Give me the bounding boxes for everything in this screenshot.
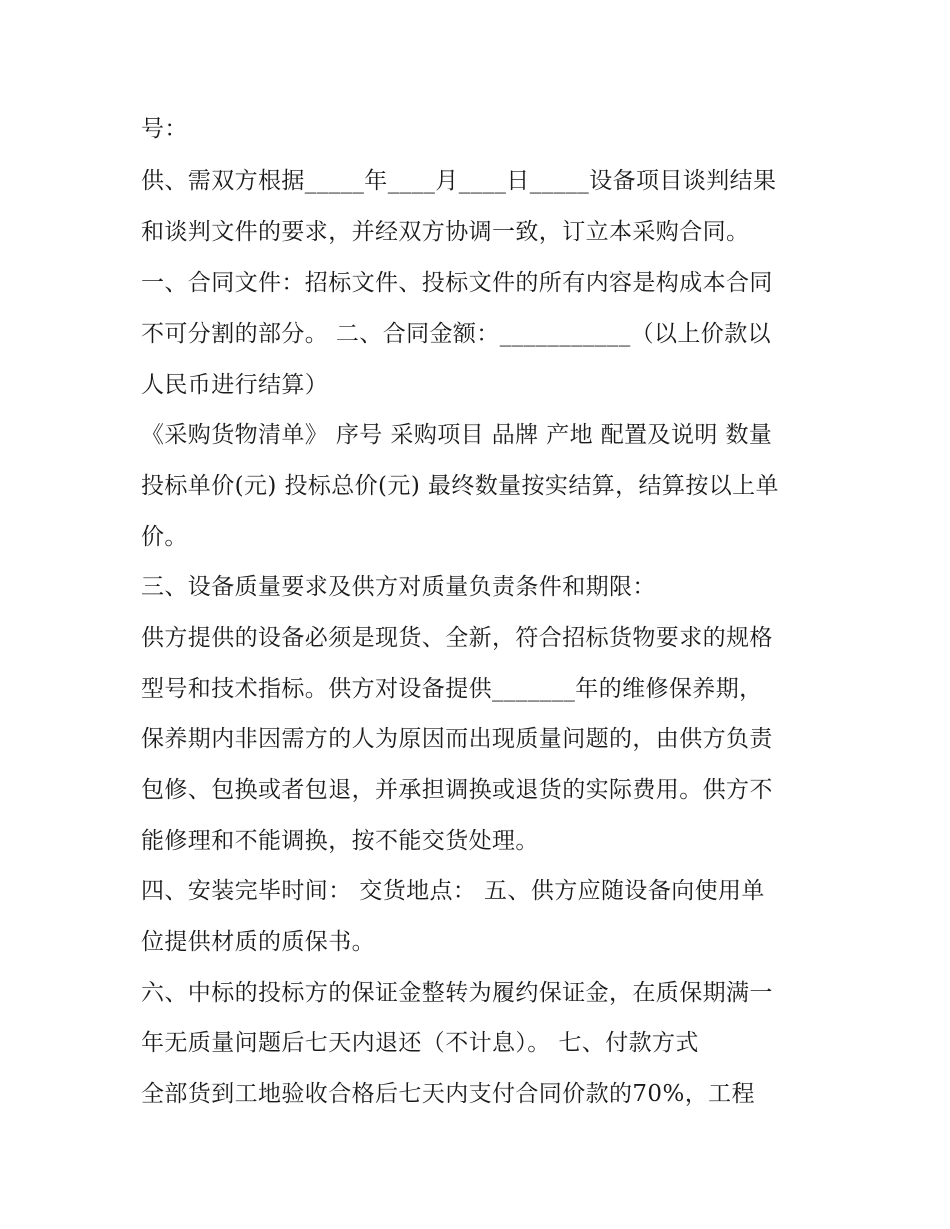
text-line: 保养期内非因需方的人为原因而出现质量问题的，由供方负责 bbox=[141, 726, 773, 752]
text-line: 年无质量问题后七天内退还（不计息）。 七、付款方式 bbox=[141, 1030, 699, 1056]
text-line: 不可分割的部分。 二、合同金额：___________（以上价款以 bbox=[141, 321, 772, 347]
text-line: 人民币进行结算） bbox=[141, 372, 329, 398]
text-line: 一、合同文件：招标文件、投标文件的所有内容是构成本合同 bbox=[141, 270, 773, 296]
text-line: 全部货到工地验收合格后七天内支付合同价款的70%，工程 bbox=[141, 1081, 755, 1107]
text-line: 和谈判文件的要求，并经双方协调一致，订立本采购合同。 bbox=[141, 219, 750, 245]
text-line: 三、设备质量要求及供方对质量负责条件和期限： bbox=[141, 574, 656, 600]
text-line: 四、安装完毕时间： 交货地点： 五、供方应随设备向使用单 bbox=[141, 878, 765, 904]
text-line: 六、中标的投标方的保证金整转为履约保证金，在质保期满一 bbox=[141, 980, 773, 1006]
text-line: 投标单价(元) 投标总价(元) 最终数量按实结算，结算按以上单 bbox=[141, 473, 779, 499]
text-line: 供方提供的设备必须是现货、全新，符合招标货物要求的规格 bbox=[141, 625, 773, 651]
text-line: 《采购货物清单》 序号 采购项目 品牌 产地 配置及说明 数量 bbox=[141, 422, 773, 448]
text-line: 能修理和不能调换，按不能交货处理。 bbox=[141, 828, 539, 854]
text-line: 型号和技术指标。供方对设备提供_______年的维修保养期， bbox=[141, 676, 763, 702]
text-line: 供、需双方根据_____年____月____日_____设备项目谈判结果 bbox=[141, 168, 777, 194]
text-line: 价。 bbox=[141, 524, 188, 550]
text-line: 包修、包换或者包退，并承担调换或退货的实际费用。供方不 bbox=[141, 777, 773, 803]
text-line: 位提供材质的质保书。 bbox=[141, 929, 375, 955]
text-line: 号： bbox=[141, 116, 188, 142]
